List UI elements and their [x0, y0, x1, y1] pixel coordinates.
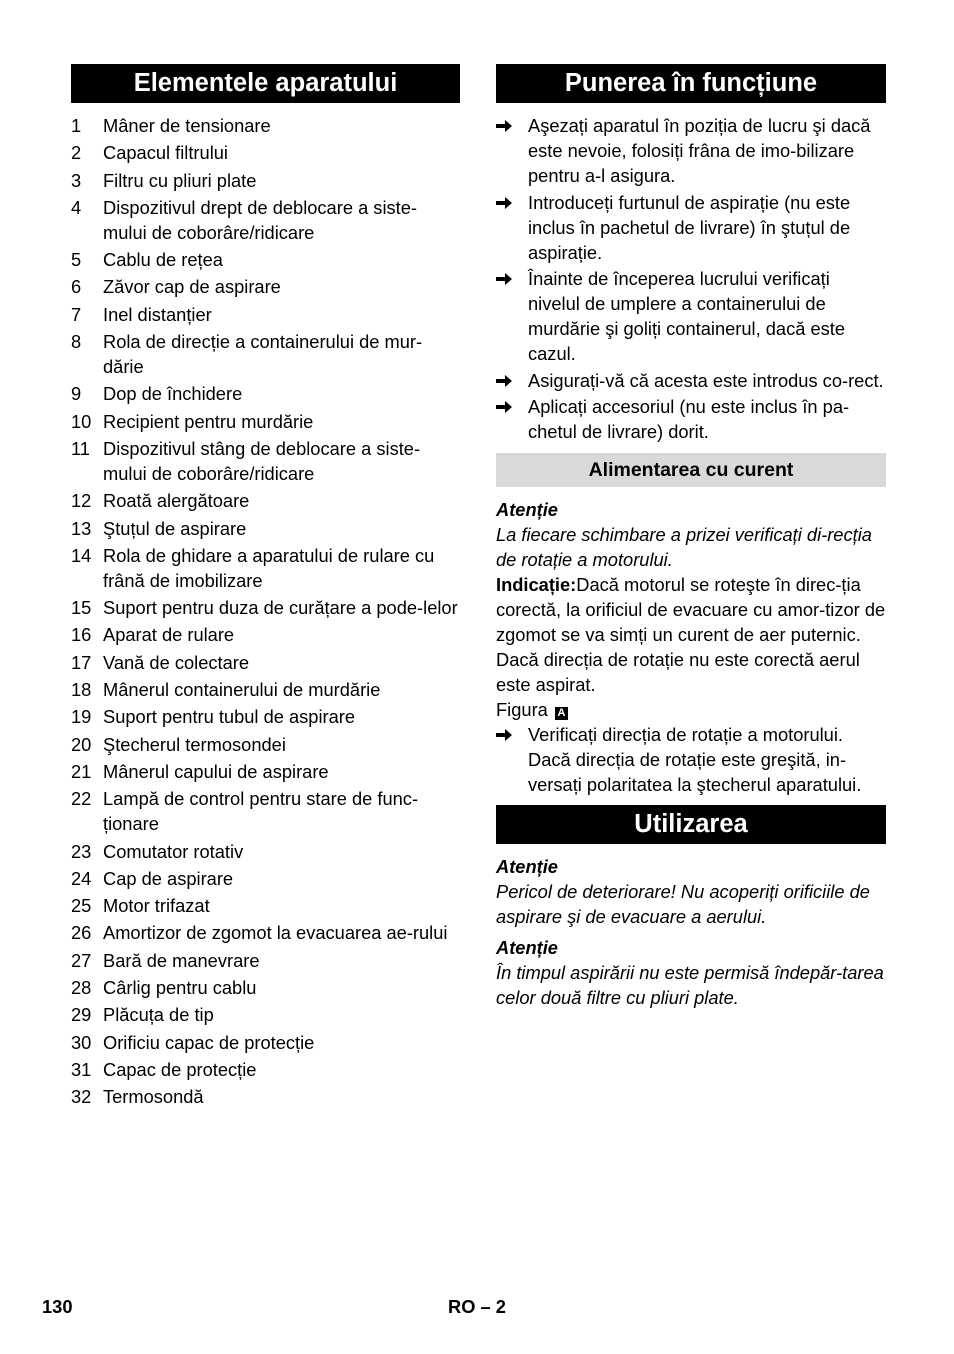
item-text: Filtru cu pliuri plate: [103, 169, 257, 191]
list-item: [71, 595, 460, 620]
item-number: 31: [71, 1058, 92, 1080]
item-number: 6: [71, 276, 82, 298]
item-text: Cap de aspirare: [103, 867, 234, 889]
item-number: 19: [71, 706, 92, 728]
arrow-right-icon: [496, 190, 528, 265]
item-number: 1: [71, 115, 82, 136]
item-number: 15: [71, 597, 92, 619]
list-item: [71, 732, 460, 757]
item-number: 18: [71, 679, 92, 701]
section-title-commissioning: Punerea în funcțiune: [496, 64, 886, 103]
figure-reference: [496, 697, 886, 722]
list-item: [496, 190, 886, 265]
arrow-right-icon: [496, 266, 528, 366]
item-number: 32: [71, 1086, 92, 1108]
item-number: 5: [71, 249, 82, 271]
list-item: [71, 839, 460, 864]
item-number: 29: [71, 1004, 92, 1026]
step-text: Verificați direcția de rotație a motorului. Dacă direcția de rotație este greşită, in-versați polaritatea la ştecherul aparatului.: [528, 724, 862, 796]
item-number: 12: [71, 490, 92, 512]
warning-label: Atenție: [496, 499, 558, 521]
item-text: Dop de închidere: [103, 383, 243, 405]
list-item: [71, 920, 460, 945]
list-item: [496, 722, 886, 797]
item-number: 30: [71, 1031, 92, 1053]
item-number: 28: [71, 977, 92, 999]
section-title-usage: Utilizarea: [496, 805, 886, 844]
list-item: [71, 436, 460, 486]
list-item: [71, 488, 460, 513]
item-number: 16: [71, 624, 92, 646]
list-item: [71, 302, 460, 327]
list-item: [71, 543, 460, 593]
list-item: [71, 1084, 460, 1109]
step-text: Asigurați-vă că acesta este introdus co-rect.: [528, 369, 884, 391]
power-steps: [496, 722, 886, 797]
list-item: [71, 113, 460, 138]
list-item: [71, 759, 460, 784]
list-item: [71, 168, 460, 193]
item-number: 24: [71, 867, 92, 889]
list-item: [496, 113, 886, 188]
figure-a-icon: A: [555, 707, 568, 720]
item-number: 26: [71, 922, 92, 944]
subsection-title-power: Alimentarea cu curent: [496, 453, 886, 487]
list-item: [71, 274, 460, 299]
item-number: 13: [71, 517, 92, 539]
warning-text: În timpul aspirării nu este permisă îndepăr-tarea celor două filtre cu pliuri plate.: [496, 962, 884, 1009]
warning-label: Atenție: [496, 856, 558, 878]
item-text: Zăvor cap de aspirare: [103, 276, 281, 298]
item-text: Amortizor de zgomot la evacuarea ae-rului: [103, 922, 448, 944]
item-text: Cârlig pentru cablu: [103, 977, 257, 999]
list-item: [71, 948, 460, 973]
page-number: 130: [42, 1296, 73, 1317]
list-item: [71, 329, 460, 379]
left-column: [71, 64, 460, 1112]
item-number: 7: [71, 303, 82, 325]
list-item: [71, 866, 460, 891]
item-number: 8: [71, 331, 82, 353]
item-text: Mâner de tensionare: [103, 115, 271, 136]
item-text: Orificiu capac de protecție: [103, 1031, 315, 1053]
list-item: [496, 394, 886, 444]
item-number: 4: [71, 196, 82, 218]
list-item: [71, 1002, 460, 1027]
step-text: Introduceți furtunul de aspirație (nu este inclus în pachetul de livrare) în ştuțul de aspirație.: [528, 191, 851, 263]
list-item: [71, 409, 460, 434]
list-item: [71, 381, 460, 406]
list-item: [496, 266, 886, 366]
arrow-right-icon: [496, 394, 528, 444]
item-text: Cablu de rețea: [103, 249, 223, 271]
item-number: 10: [71, 410, 92, 432]
item-text: Roată alergătoare: [103, 490, 250, 512]
item-number: 11: [71, 437, 90, 459]
list-item: [71, 140, 460, 165]
item-text: Rola de direcție a containerului de mur-dărie: [103, 331, 423, 378]
list-item: [71, 1057, 460, 1082]
device-elements-list: [71, 113, 460, 1109]
item-text: Dispozitivul drept de deblocare a siste-mului de coborâre/ridicare: [103, 196, 417, 243]
list-item: [71, 893, 460, 918]
item-text: Ştecherul termosondei: [103, 733, 286, 755]
item-number: 22: [71, 788, 92, 810]
item-text: Capac de protecție: [103, 1058, 257, 1080]
note-label: Indicație:: [496, 574, 577, 596]
list-item: [71, 1030, 460, 1055]
step-text: Aplicați accesoriul (nu este inclus în pa-chetul de livrare) dorit.: [528, 396, 850, 443]
arrow-right-icon: [496, 722, 528, 797]
item-text: Mânerul containerului de murdărie: [103, 679, 381, 701]
item-number: 14: [71, 544, 92, 566]
item-text: Suport pentru tubul de aspirare: [103, 706, 356, 728]
warning-text: Pericol de deteriorare! Nu acoperiți orificiile de aspirare şi de evacuare a aerului.: [496, 881, 870, 928]
item-text: Vană de colectare: [103, 651, 250, 673]
item-text: Plăcuța de tip: [103, 1004, 214, 1026]
item-text: Aparat de rulare: [103, 624, 235, 646]
item-text: Lampă de control pentru stare de func-ționare: [103, 788, 419, 835]
item-text: Capacul filtrului: [103, 142, 228, 164]
item-text: Termosondă: [103, 1086, 204, 1108]
item-text: Rola de ghidare a aparatului de rulare cu frână de imobilizare: [103, 544, 435, 591]
step-text: Aşezați aparatul în poziția de lucru şi dacă este nevoie, folosiți frâna de imo-bilizare pentru a-l asigura.: [528, 115, 871, 186]
language-page: RO – 2: [448, 1296, 506, 1317]
list-item: [71, 622, 460, 647]
item-text: Suport pentru duza de curățare a pode-lelor: [103, 597, 458, 619]
item-text: Bară de manevrare: [103, 949, 260, 971]
commissioning-steps: [496, 113, 886, 444]
list-item: [71, 975, 460, 1000]
item-number: 2: [71, 142, 82, 164]
list-item: [71, 247, 460, 272]
item-text: Inel distanțier: [103, 303, 212, 325]
item-text: Dispozitivul stâng de deblocare a siste-mului de coborâre/ridicare: [103, 437, 421, 484]
item-number: 9: [71, 383, 82, 405]
list-item: [71, 516, 460, 541]
item-text: Motor trifazat: [103, 895, 210, 917]
item-number: 3: [71, 169, 82, 191]
item-number: 17: [71, 651, 92, 673]
arrow-right-icon: [496, 368, 528, 393]
section-title-device-elements: Elementele aparatului: [71, 64, 460, 103]
figure-label: Figura: [496, 699, 548, 721]
list-item: [71, 786, 460, 836]
note-paragraph: [496, 572, 886, 697]
warning-label: Atenție: [496, 937, 558, 959]
right-column: [496, 64, 886, 1010]
item-text: Recipient pentru murdărie: [103, 410, 314, 432]
list-item: [496, 368, 886, 393]
note-text: Dacă motorul se roteşte în direc-ția corectă, la orificiul de evacuare cu amor-tizor de zgomot se va simți un curent de aer puternic. Dacă direcția de rotație nu este corectă aerul este aspirat.: [496, 574, 886, 696]
list-item: [71, 195, 460, 245]
list-item: [71, 704, 460, 729]
item-number: 23: [71, 840, 92, 862]
item-number: 27: [71, 949, 92, 971]
arrow-right-icon: [496, 113, 528, 188]
item-number: 20: [71, 733, 92, 755]
item-number: 21: [71, 760, 92, 782]
warning-text: La fiecare schimbare a prizei verificați di-recția de rotație a motorului.: [496, 524, 872, 571]
step-text: Înainte de începerea lucrului verificați nivelul de umplere a containerului de murdărie şi goliți containerul, dacă este cazul.: [528, 268, 846, 365]
item-text: Mânerul capului de aspirare: [103, 760, 329, 782]
item-text: Comutator rotativ: [103, 840, 244, 862]
list-item: [71, 677, 460, 702]
item-text: Ştuțul de aspirare: [103, 517, 247, 539]
item-number: 25: [71, 895, 92, 917]
list-item: [71, 650, 460, 675]
